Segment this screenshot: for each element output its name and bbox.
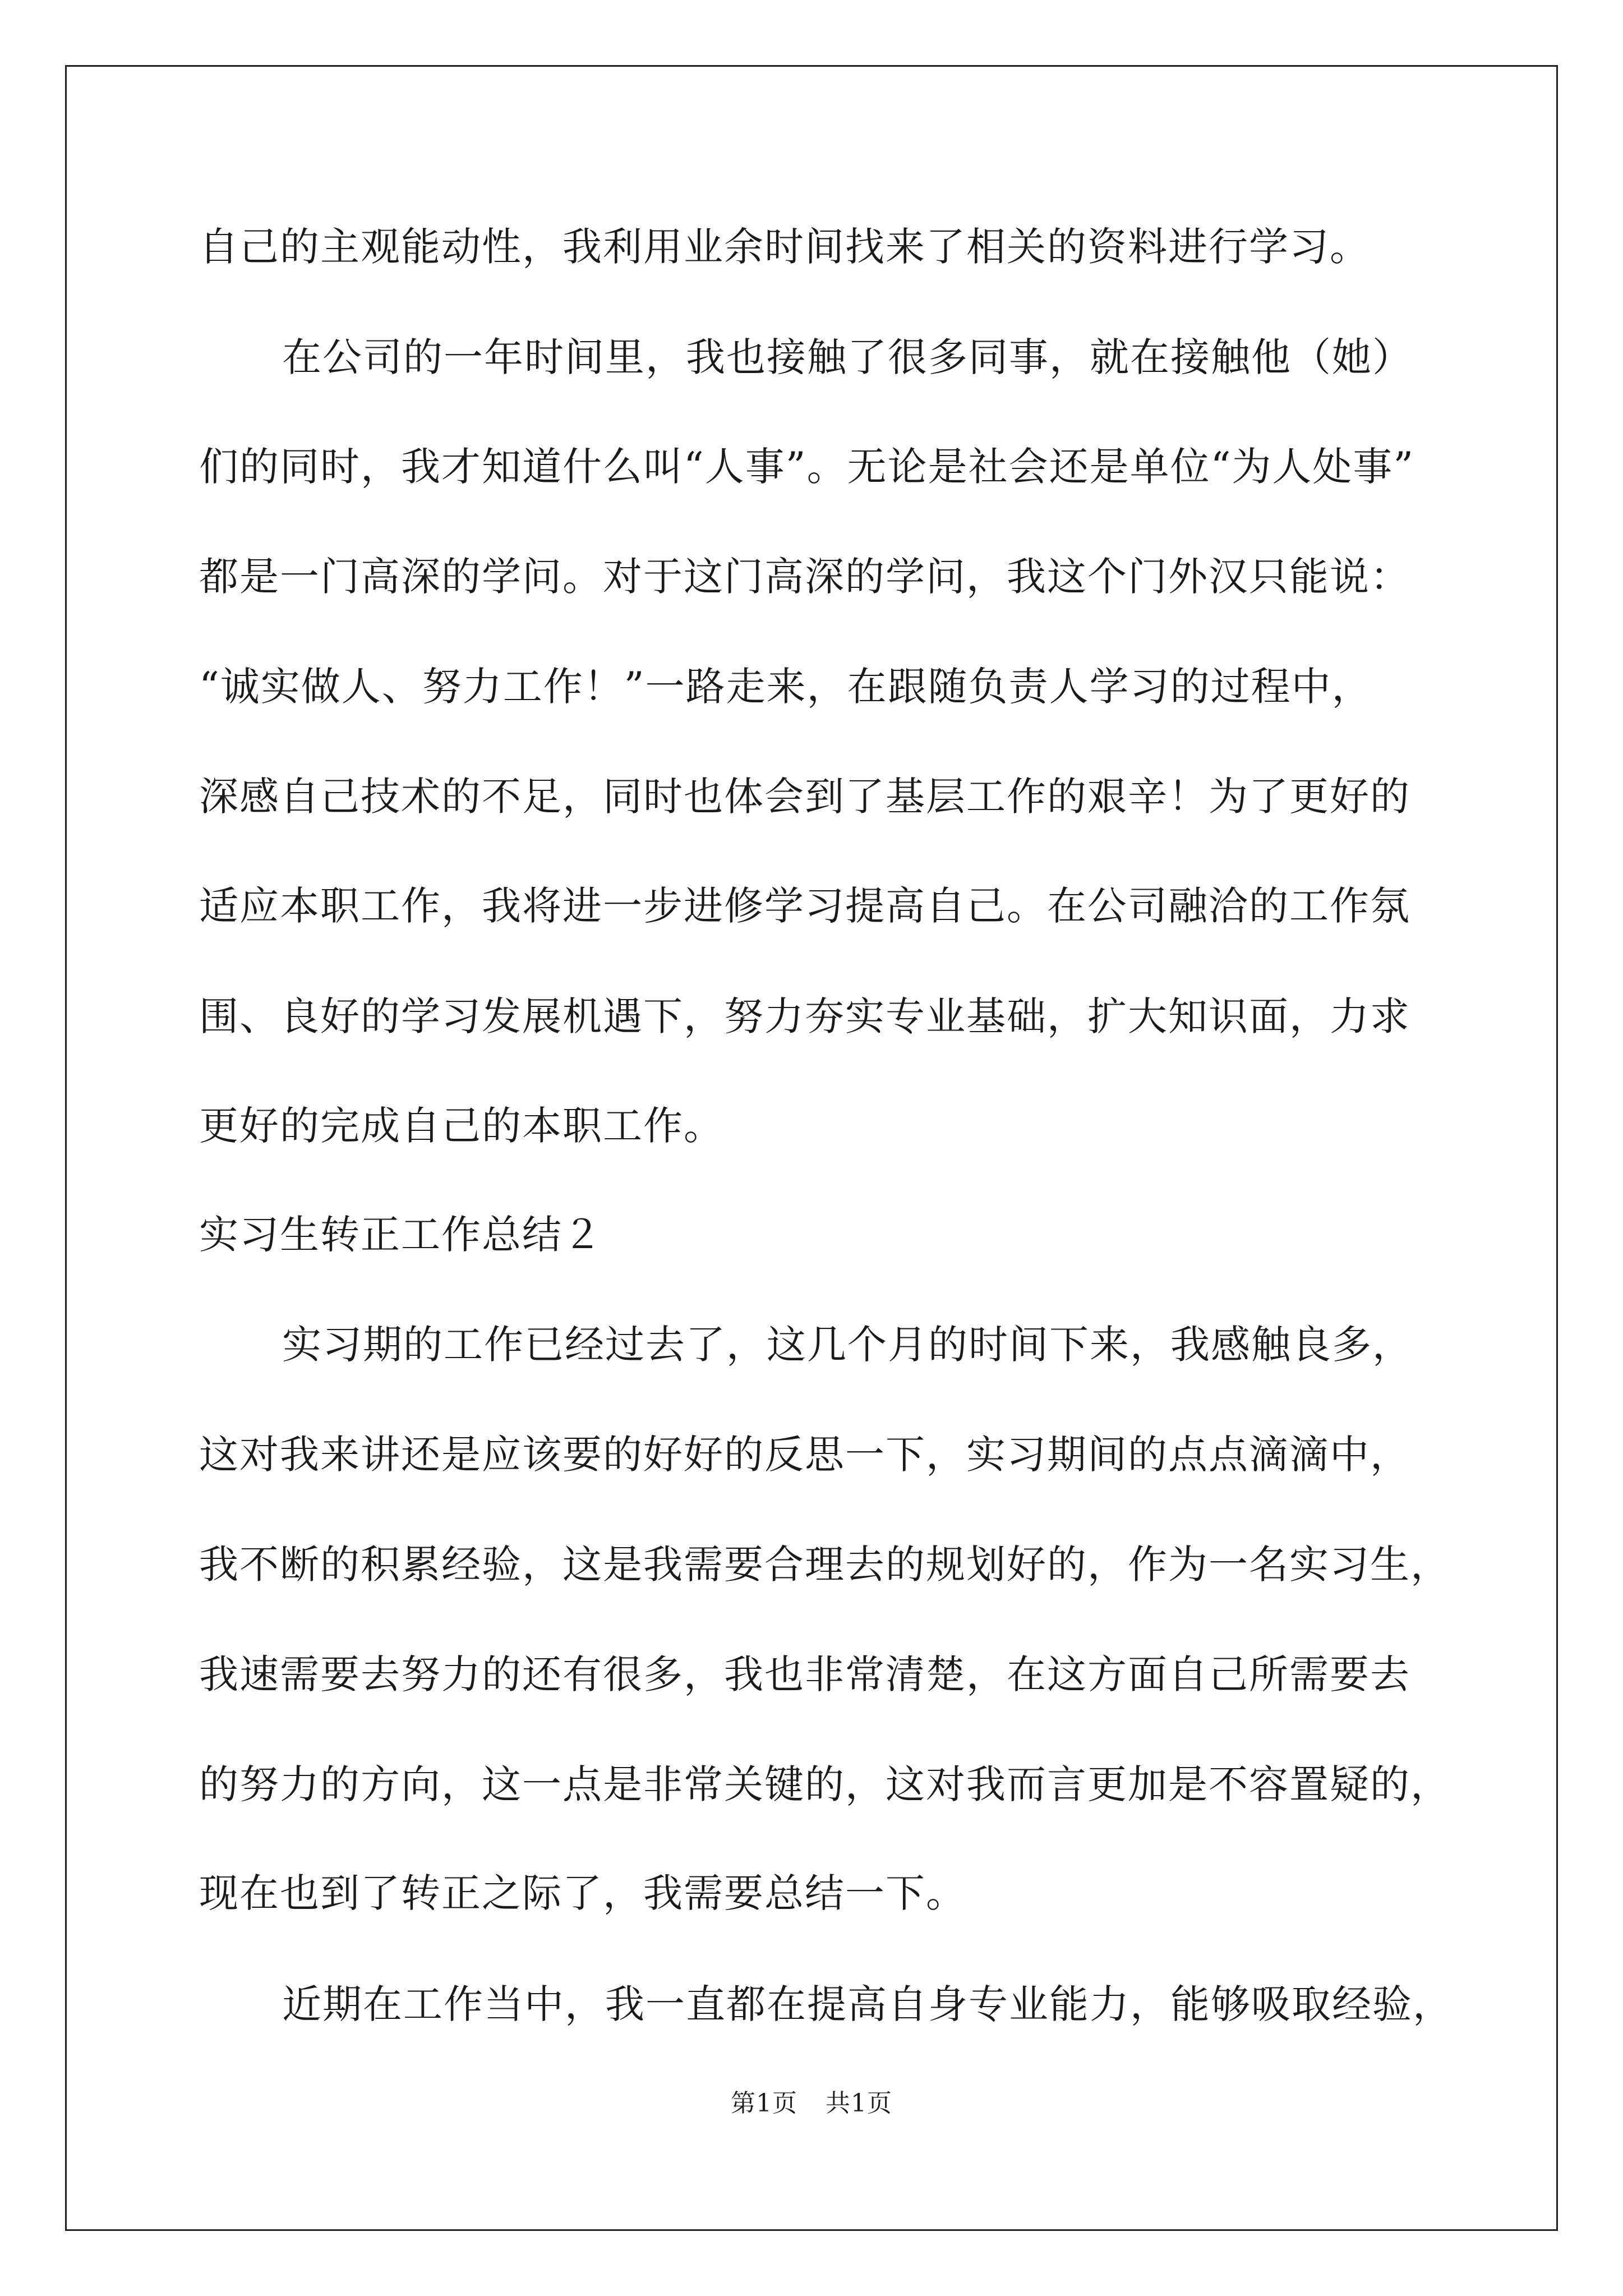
paragraph-line: 围、良好的学习发展机遇下，努力夯实专业基础，扩大知识面，力求 (199, 993, 1410, 1039)
paragraph-line: “诚实做人、努力工作！”一路走来，在跟随负责人学习的过程中， (199, 664, 1372, 710)
paragraph-line: 适应本职工作，我将进一步进修学习提高自己。在公司融洽的工作氛 (199, 883, 1410, 929)
paragraph-line: 实习期的工作已经过去了，这几个月的时间下来，我感触良多， (282, 1322, 1413, 1368)
page-total: 共1页 (826, 2089, 892, 2118)
paragraph-line: 近期在工作当中，我一直都在提高自身专业能力，能够吸取经验， (282, 1981, 1453, 2027)
paragraph-line: 我不断的积累经验，这是我需要合理去的规划好的，作为一名实习生， (199, 1542, 1451, 1588)
paragraph-line: 的努力的方向，这一点是非常关键的，这对我而言更加是不容置疑的， (199, 1761, 1451, 1807)
paragraph-line: 深感自己技术的不足，同时也体会到了基层工作的艰辛！为了更好的 (199, 774, 1410, 820)
paragraph-line: 更好的完成自己的本职工作。 (199, 1103, 724, 1149)
paragraph-line: 们的同时，我才知道什么叫“人事”。无论是社会还是单位“为人处事” (199, 444, 1415, 490)
paragraph-line: 自己的主观能动性，我利用业余时间找来了相关的资料进行学习。 (199, 224, 1370, 270)
paragraph-line: 在公司的一年时间里，我也接触了很多同事，就在接触他（她） (282, 334, 1413, 380)
paragraph-line: 现在也到了转正之际了，我需要总结一下。 (199, 1870, 966, 1916)
paragraph-line: 都是一门高深的学问。对于这门高深的学问，我这个门外汉只能说： (199, 554, 1410, 600)
paragraph-line: 我速需要去努力的还有很多，我也非常清楚，在这方面自己所需要去 (199, 1651, 1410, 1697)
paragraph-line: 这对我来讲还是应该要的好好的反思一下，实习期间的点点滴滴中， (199, 1432, 1410, 1478)
section-heading: 实习生转正工作总结２ (199, 1212, 603, 1258)
page-number: 第1页 (731, 2089, 797, 2118)
page-footer (0, 2087, 1623, 2120)
